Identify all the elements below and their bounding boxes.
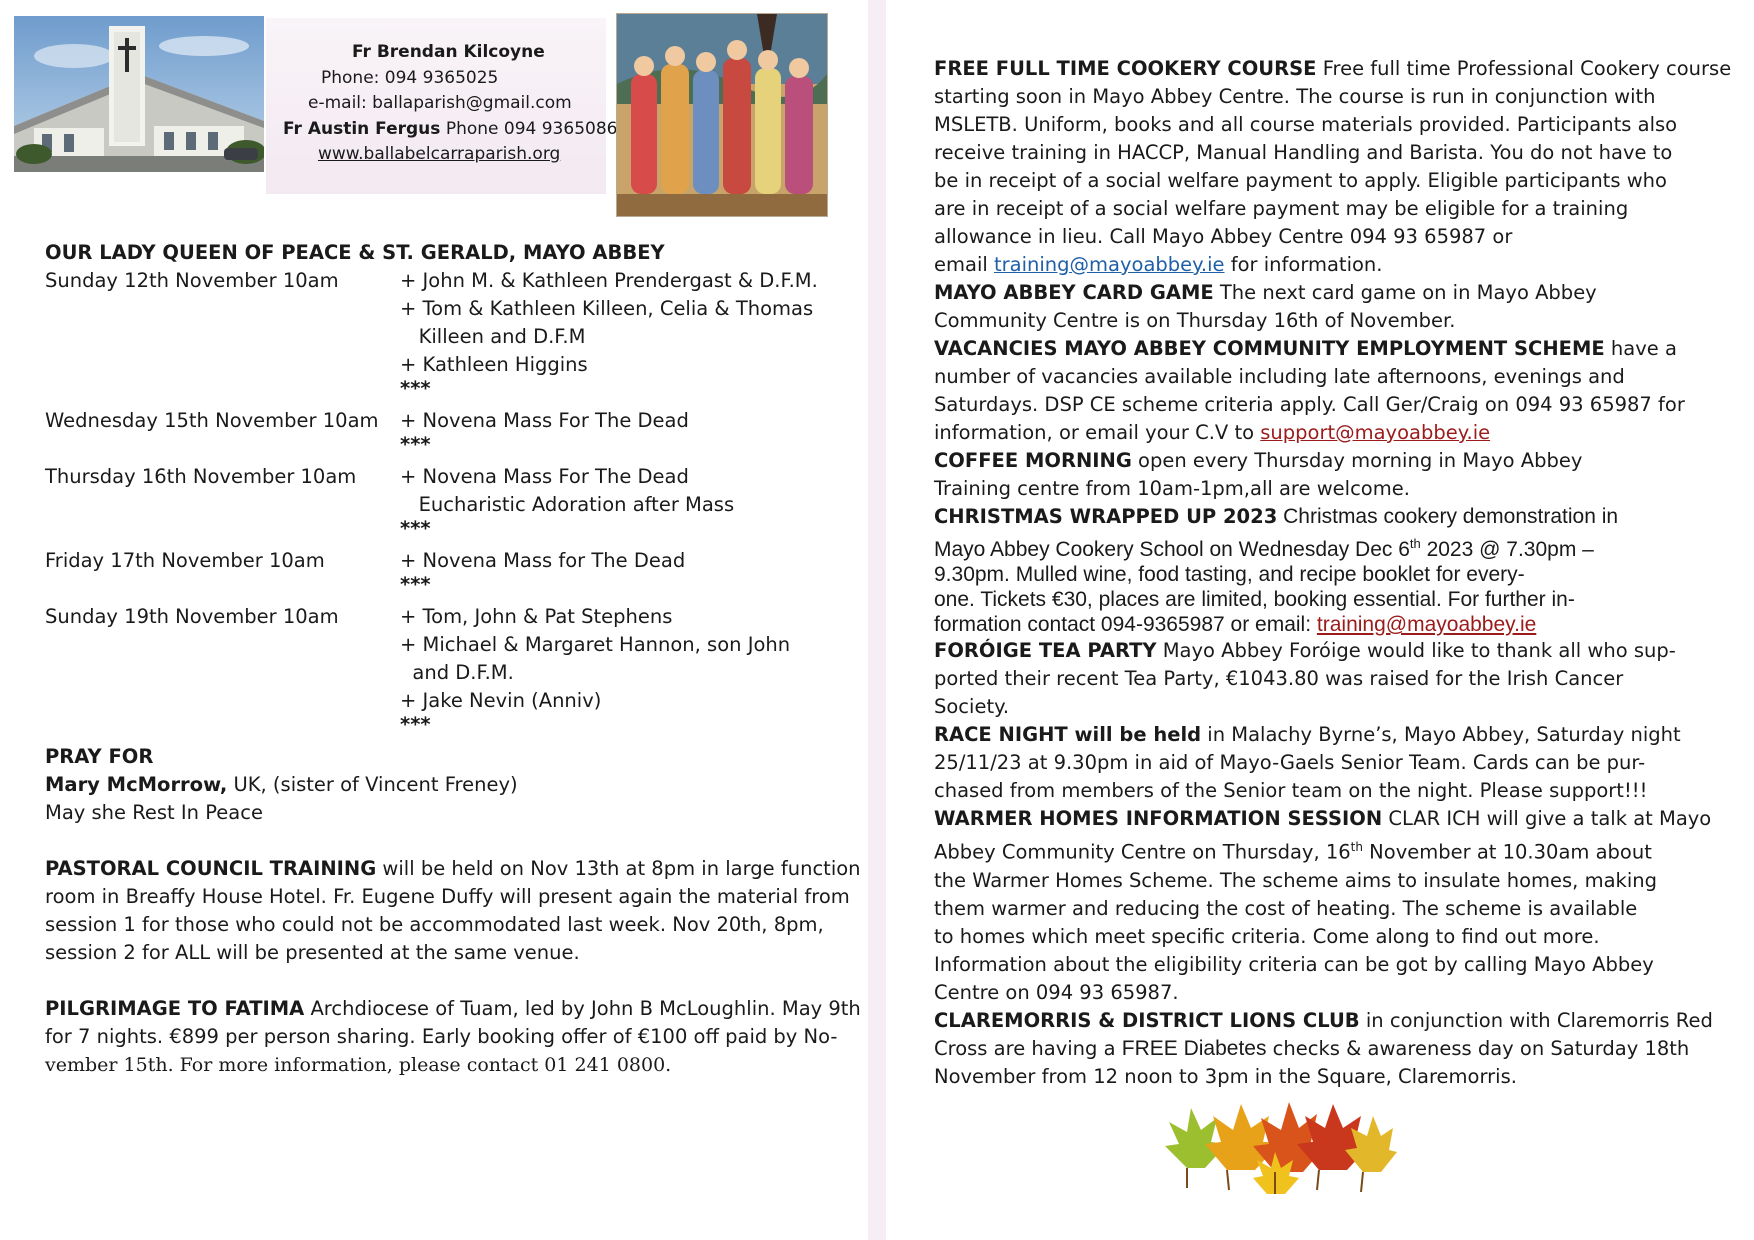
pilgrimage-line-1 — [45, 995, 861, 1023]
foroige-title: FORÓIGE TEA PARTY — [934, 639, 1157, 662]
mass-intention: and D.F.M. — [400, 661, 514, 684]
mass-day: Thursday 16th November 10am — [45, 465, 357, 488]
lions-title: CLAREMORRIS & DISTRICT LIONS CLUB — [934, 1008, 1360, 1032]
racenight-line: chased from members of the Senior team on the night. Please support!!! — [934, 779, 1648, 802]
deceased-detail: UK, (sister of Vincent Freney) — [227, 773, 518, 796]
pastoral-title: PASTORAL COUNCIL TRAINING — [45, 857, 377, 880]
cardgame-line: Community Centre is on Thursday 16th of November. — [934, 309, 1456, 332]
racenight-line: 25/11/23 at 9.30pm in aid of Mayo-Gaels Senior Team. Cards can be pur- — [934, 751, 1646, 774]
christmas-text: formation contact 094-9365987 or email: — [934, 613, 1317, 636]
warmer-line: Centre on 094 93 65987. — [934, 980, 1179, 1004]
christmas-email-link[interactable]: training@mayoabbey.ie — [1316, 613, 1537, 636]
lions-line: November from 12 noon to 3pm in the Square, Claremorris. — [934, 1064, 1517, 1088]
separator-stars: *** — [400, 433, 431, 456]
pastoral-line-2: room in Breaffy House Hotel. Fr. Eugene Duffy will present again the material from — [45, 885, 850, 908]
priest-name-secondary: Fr Austin Fergus — [283, 118, 441, 139]
cookery-text: for information. — [1224, 253, 1383, 276]
pastoral-line-1 — [45, 855, 861, 883]
pilgrimage-line-3: vember 15th. For more information, please contact 01 241 0800. — [45, 1054, 672, 1076]
cardgame-text: The next card game on in Mayo Abbey — [1213, 281, 1597, 304]
right-page-notices — [934, 55, 1732, 1091]
mass-intention: + Michael & Margaret Hannon, son John — [400, 633, 791, 656]
mass-day: Friday 17th November 10am — [45, 549, 325, 572]
mass-intention: + Tom & Kathleen Killeen, Celia & Thomas — [400, 297, 814, 320]
cookery-line: MSLETB. Uniform, books and all course materials provided. Participants also — [934, 113, 1678, 136]
christmas-line-email — [934, 612, 1694, 637]
lions-text: checks & awareness day on Saturday 18th — [1266, 1036, 1690, 1060]
mass-intention: + Kathleen Higgins — [400, 353, 588, 376]
pilgrimage-title: PILGRIMAGE TO FATIMA — [45, 997, 305, 1020]
vacancies-text: have a — [1604, 337, 1677, 360]
racenight-text: in Malachy Byrne’s, Mayo Abbey, Saturday night — [1201, 723, 1681, 746]
contact-panel — [266, 18, 618, 194]
pastoral-text: will be held on Nov 13th at 8pm in large function — [376, 857, 861, 880]
foroige-line: ported their recent Tea Party, €1043.80 was raised for the Irish Cancer — [934, 667, 1624, 690]
cookery-text: Free full time Professional Cookery course — [1316, 57, 1732, 80]
free-diabetes-text: FREE Diabetes — [1121, 1036, 1267, 1060]
vacancies-line-1 — [934, 335, 1694, 363]
christmas-line-2 — [934, 531, 1694, 562]
mass-day: Wednesday 15th November 10am — [45, 409, 379, 432]
women-procession-painting — [616, 13, 828, 217]
mass-heading: OUR LADY QUEEN OF PEACE & ST. GERALD, MAYO ABBEY — [45, 241, 665, 264]
mass-intention: Killeen and D.F.M — [400, 325, 586, 348]
cookery-line-1 — [934, 55, 1732, 83]
rest-in-peace: May she Rest In Peace — [45, 801, 263, 824]
mass-intention: + Jake Nevin (Anniv) — [400, 689, 602, 712]
vacancies-text: information, or email your C.V to — [934, 421, 1261, 444]
coffee-line: Training centre from 10am-1pm,all are welcome. — [934, 477, 1410, 500]
cookery-line: be in receipt of a social welfare payment to apply. Eligible participants who — [934, 169, 1667, 192]
phone-secondary: Phone 094 9365086 — [440, 118, 618, 139]
warmer-line-1 — [934, 805, 1712, 833]
christmas-text: Christmas cookery demonstration in — [1277, 505, 1619, 528]
lions-text: in conjunction with Claremorris Red — [1359, 1008, 1713, 1032]
warmer-text: CLAR ICH will give a talk at Mayo — [1382, 807, 1712, 830]
lions-line-2 — [934, 1035, 1694, 1063]
cookery-title: FREE FULL TIME COOKERY COURSE — [934, 57, 1317, 80]
cardgame-title: MAYO ABBEY CARD GAME — [934, 281, 1214, 304]
cookery-email-link[interactable]: training@mayoabbey.ie — [993, 253, 1225, 276]
cookery-line: allowance in lieu. Call Mayo Abbey Centre 094 93 65987 or — [934, 225, 1513, 248]
page-gutter — [868, 0, 886, 1240]
mass-day: Sunday 12th November 10am — [45, 269, 339, 292]
cookery-line: are in receipt of a social welfare payment may be eligible for a training — [934, 197, 1629, 220]
mass-intention: + Novena Mass For The Dead — [400, 409, 689, 432]
mass-intention: Eucharistic Adoration after Mass — [400, 493, 735, 516]
pilgrimage-text: Archdiocese of Tuam, led by John B McLoughlin. May 9th — [304, 997, 861, 1020]
warmer-text: Abbey Community Centre on Thursday, 16 — [934, 840, 1351, 864]
christmas-line: 9.30pm. Mulled wine, food tasting, and recipe booklet for every- — [934, 563, 1525, 586]
deceased-name: Mary McMorrow, — [45, 773, 228, 796]
cardgame-line-1 — [934, 279, 1694, 307]
lions-text: Cross are having a — [934, 1036, 1122, 1060]
cookery-line: starting soon in Mayo Abbey Centre. The course is run in conjunction with — [934, 85, 1656, 108]
vacancies-line: Saturdays. DSP CE scheme criteria apply. Call Ger/Craig on 094 93 65987 for — [934, 393, 1685, 416]
mass-intention: + Novena Mass for The Dead — [400, 549, 686, 572]
pray-for-heading: PRAY FOR — [45, 745, 154, 768]
racenight-title: RACE NIGHT will be held — [934, 723, 1202, 746]
christmas-text: 2023 @ 7.30pm – — [1420, 538, 1594, 561]
priest-secondary — [266, 117, 626, 143]
separator-stars: *** — [400, 517, 431, 540]
warmer-line: them warmer and reducing the cost of heating. The scheme is available — [934, 896, 1638, 920]
christmas-line: one. Tickets €30, places are limited, booking essential. For further in- — [934, 588, 1575, 611]
pastoral-line-4: session 2 for ALL will be presented at the same venue. — [45, 941, 580, 964]
pastoral-line-3: session 1 for those who could not be accommodated last week. Nov 20th, 8pm, — [45, 913, 824, 936]
lions-line-1 — [934, 1007, 1713, 1035]
foroige-line: Society. — [934, 695, 1010, 718]
warmer-text: November at 10.30am about — [1362, 840, 1652, 864]
separator-stars: *** — [400, 377, 431, 400]
foroige-text: Mayo Abbey Foróige would like to thank all who sup- — [1156, 639, 1676, 662]
autumn-leaves-decoration — [1157, 1098, 1397, 1200]
pray-for-person — [45, 771, 518, 799]
coffee-title: COFFEE MORNING — [934, 449, 1132, 472]
cookery-text: email — [934, 253, 994, 276]
vacancies-line-email — [934, 419, 1694, 447]
warmer-line-2 — [934, 833, 1694, 867]
christmas-line-1 — [934, 503, 1694, 531]
ordinal-suffix: th — [1409, 536, 1421, 551]
separator-stars: *** — [400, 713, 431, 736]
parish-website-link[interactable]: www.ballabelcarraparish.org — [318, 144, 561, 164]
left-page — [0, 0, 868, 1240]
cookery-line: receive training in HACCP, Manual Handling and Barista. You do not have to — [934, 141, 1673, 164]
coffee-line-1 — [934, 447, 1694, 475]
pilgrimage-line-2: for 7 nights. €899 per person sharing. Early booking offer of €100 off paid by No- — [45, 1025, 838, 1048]
foroige-line-1 — [934, 637, 1694, 665]
mass-intention: + Tom, John & Pat Stephens — [400, 605, 673, 628]
christmas-title: CHRISTMAS WRAPPED UP 2023 — [934, 505, 1278, 528]
priest-name-primary: Fr Brendan Kilcoyne — [352, 42, 545, 62]
church-photo — [14, 16, 264, 172]
christmas-text: Mayo Abbey Cookery School on Wednesday Dec 6 — [934, 538, 1410, 561]
ordinal-suffix: th — [1350, 840, 1363, 854]
mass-intention: + John M. & Kathleen Prendergast & D.F.M. — [400, 269, 818, 292]
support-email-link[interactable]: support@mayoabbey.ie — [1260, 421, 1491, 444]
cookery-line-email — [934, 251, 1694, 279]
mass-intention: + Novena Mass For The Dead — [400, 465, 689, 488]
vacancies-title: VACANCIES MAYO ABBEY COMMUNITY EMPLOYMENT SCHEME — [934, 337, 1605, 360]
mass-day: Sunday 19th November 10am — [45, 605, 339, 628]
warmer-line: Information about the eligibility criteria can be got by calling Mayo Abbey — [934, 952, 1654, 976]
warmer-title: WARMER HOMES INFORMATION SESSION — [934, 807, 1383, 830]
warmer-line: the Warmer Homes Scheme. The scheme aims to insulate homes, making — [934, 868, 1657, 892]
phone-primary: Phone: 094 9365025 — [321, 67, 499, 88]
separator-stars: *** — [400, 573, 431, 596]
warmer-line: to homes which meet specific criteria. Come along to find out more. — [934, 924, 1600, 948]
racenight-line-1 — [934, 721, 1694, 749]
vacancies-line: number of vacancies available including late afternoons, evenings and — [934, 365, 1625, 388]
coffee-text: open every Thursday morning in Mayo Abbey — [1131, 449, 1583, 472]
email-contact[interactable]: e-mail: ballaparish@gmail.com — [308, 93, 572, 113]
